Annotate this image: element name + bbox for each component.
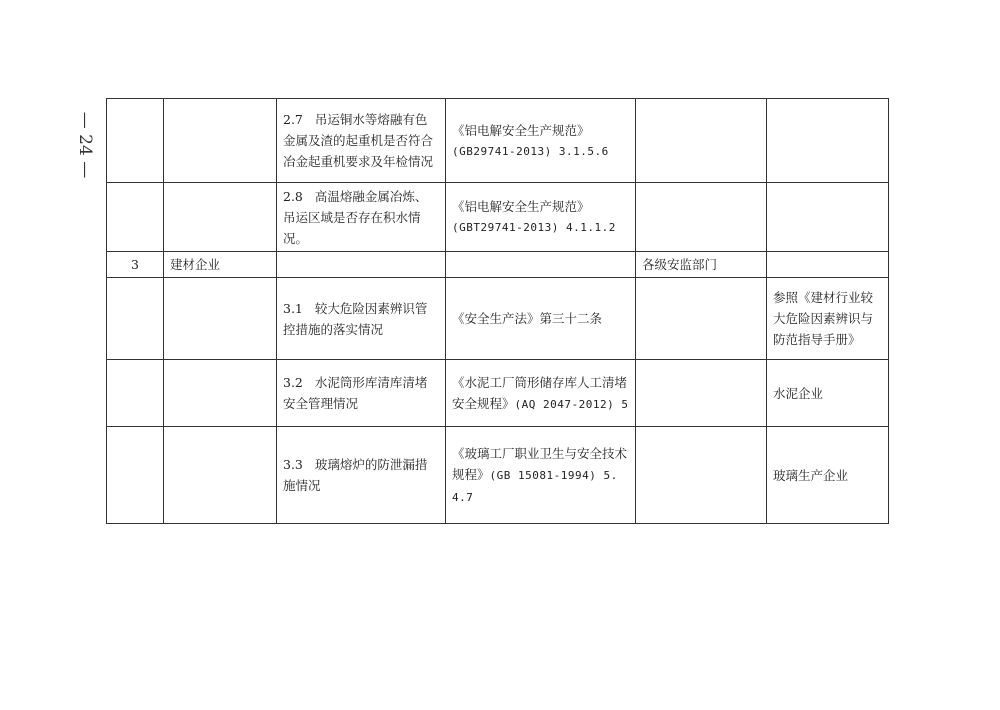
note-cell [767, 99, 889, 183]
item-text: 水泥筒形库清库清堵安全管理情况 [283, 375, 428, 411]
basis-clause: (AQ 2047-2012) 5 [514, 397, 629, 411]
industry-cell [164, 360, 277, 427]
basis-cell [446, 183, 636, 252]
industry-cell [164, 427, 277, 524]
basis-title: 《玻璃工厂职业卫生与安全技术规程》 [452, 445, 628, 482]
basis-title: 《水泥工厂筒形储存库人工清堵安全规程》 [452, 374, 628, 411]
note-cell: 玻璃生产企业 [767, 427, 889, 524]
check-item-cell [277, 99, 446, 183]
department-cell [636, 183, 767, 252]
inspection-table [106, 98, 889, 524]
item-text: 较大危险因素辨识管控措施的落实情况 [283, 300, 428, 337]
check-item-cell [277, 183, 446, 252]
basis-cell [446, 252, 636, 278]
item-number: 2.8 [283, 188, 303, 204]
basis-cell [446, 99, 636, 183]
row-number-cell [107, 360, 164, 427]
page-number [70, 105, 100, 185]
basis-clause: (GBT29741-2013) 4.1.1.2 [452, 221, 616, 234]
check-item-cell [277, 360, 446, 427]
basis-clause: (GB 15081-1994) 5.4.7 [452, 468, 618, 504]
check-item-cell [277, 278, 446, 360]
note-cell [767, 252, 889, 278]
department-cell [636, 278, 767, 360]
industry-cell [164, 278, 277, 360]
basis-clause: (GB29741-2013) 3.1.5.6 [452, 144, 609, 158]
table-row [107, 252, 889, 278]
industry-cell [164, 99, 277, 183]
row-number-cell [107, 278, 164, 360]
check-item-cell [277, 252, 446, 278]
table-row [107, 360, 889, 427]
item-number: 3.3 [283, 457, 303, 472]
basis-cell [446, 427, 636, 524]
basis-cell [446, 360, 636, 427]
department-cell: 各级安监部门 [636, 252, 767, 278]
item-text: 高温熔融金属冶炼、吊运区域是否存在积水情况。 [283, 188, 428, 246]
row-number-cell [107, 427, 164, 524]
item-number: 3.1 [283, 300, 303, 316]
table-row [107, 183, 889, 252]
row-number-cell [107, 99, 164, 183]
note-cell: 水泥企业 [767, 360, 889, 427]
note-cell: 参照《建材行业较大危险因素辨识与防范指导手册》 [767, 278, 889, 360]
item-text: 玻璃熔炉的防泄漏措施情况 [283, 457, 428, 493]
industry-cell [164, 183, 277, 252]
basis-title: 《铝电解安全生产规范》 [452, 199, 590, 214]
page-number-text: — 24 — [75, 111, 96, 179]
item-number: 3.2 [283, 375, 303, 390]
basis-title: 《安全生产法》第三十二条 [452, 311, 603, 326]
department-cell [636, 99, 767, 183]
basis-cell [446, 278, 636, 360]
row-number-cell [107, 183, 164, 252]
industry-cell: 建材企业 [164, 252, 277, 278]
table-row [107, 427, 889, 524]
item-number: 2.7 [283, 112, 303, 127]
basis-title: 《铝电解安全生产规范》 [452, 122, 590, 138]
row-number-cell: 3 [107, 252, 164, 278]
check-item-cell [277, 427, 446, 524]
table-row [107, 278, 889, 360]
department-cell [636, 427, 767, 524]
department-cell [636, 360, 767, 427]
table-row [107, 99, 889, 183]
item-text: 吊运铜水等熔融有色金属及渣的起重机是否符合冶金起重机要求及年检情况 [283, 112, 434, 169]
note-cell [767, 183, 889, 252]
